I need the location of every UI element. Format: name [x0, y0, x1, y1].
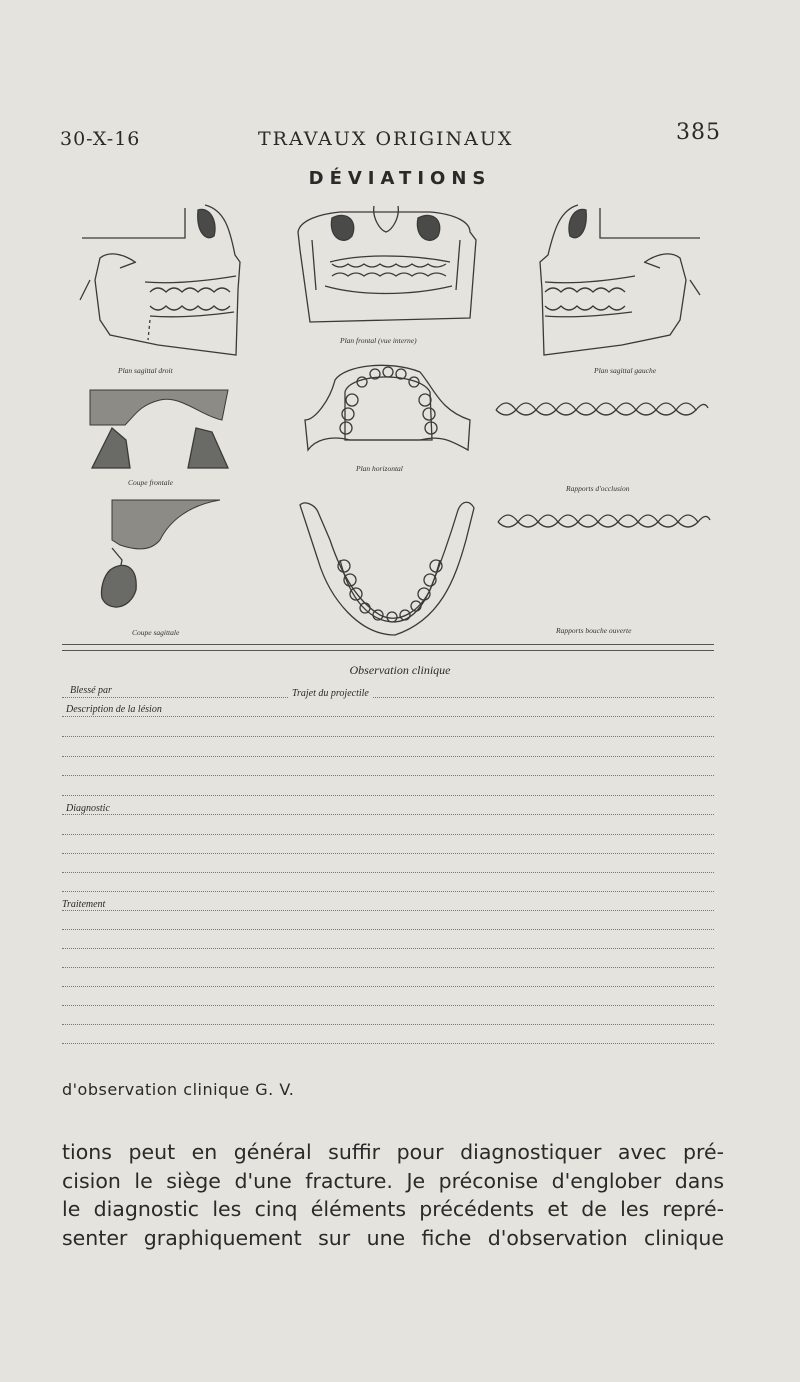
caption-horizontal: Plan horizontal: [356, 464, 403, 473]
form-line: [62, 1024, 714, 1025]
caption-rapports-occlusion: Rapports d'occlusion: [566, 484, 630, 493]
body-line: cision le siège d'une fracture. Je préconise d'englober dans: [62, 1168, 724, 1193]
coupe-sagittale-drawing: [101, 500, 220, 607]
label-diagnostic: Diagnostic: [66, 803, 114, 814]
form-line: [62, 853, 714, 854]
label-description: Description de la lésion: [66, 704, 166, 715]
body-line: tions peut en général suffir pour diagnostiquer avec pré-: [62, 1140, 724, 1164]
occlusion-drawing: [496, 403, 708, 415]
label-traitement: Traitement: [62, 899, 109, 910]
form-title: Observation clinique: [349, 663, 451, 677]
form-line: [62, 891, 714, 892]
form-line: [62, 929, 714, 930]
form-line: [62, 756, 714, 757]
label-trajet: Trajet du projectile: [288, 688, 373, 699]
body-line: senter graphiquement sur une fiche d'observation clinique: [62, 1225, 724, 1250]
frontal-drawing: [298, 206, 476, 322]
divider-top: [62, 644, 714, 645]
open-mouth-drawing: [498, 515, 710, 527]
form-line: [62, 697, 714, 698]
sagittal-right-drawing: [80, 205, 240, 355]
horizontal-drawing: [305, 365, 470, 450]
form-line: [62, 775, 714, 776]
form-line: [62, 948, 714, 949]
form-line: [62, 795, 714, 796]
figure-title: DÉVIATIONS: [308, 168, 492, 189]
caption-frontal: Plan frontal (vue interne): [340, 336, 417, 345]
caption-rapports-bouche: Rapports bouche ouverte: [556, 626, 632, 635]
divider-bottom: [62, 650, 714, 651]
caption-coupe-sagittale: Coupe sagittale: [132, 628, 180, 637]
form-line: [62, 716, 714, 717]
caption-sagittal-left: Plan sagittal gauche: [594, 366, 657, 375]
mandible-drawing: [300, 502, 474, 635]
page-number: 385: [676, 120, 721, 145]
body-line: le diagnostic les cinq éléments précédents et de les repré-: [62, 1197, 724, 1221]
figure-caption: d'observation clinique G. V.: [62, 1080, 295, 1099]
form-line: [62, 814, 714, 815]
header-date: 30-X-16: [60, 128, 141, 150]
form-line: [62, 1005, 714, 1006]
form-line: [62, 1043, 714, 1044]
dental-diagram-figure: [0, 0, 800, 660]
form-line: [62, 834, 714, 835]
label-blesse: Blessé par: [70, 685, 116, 696]
form-line: [62, 910, 714, 911]
caption-coupe-frontale: Coupe frontale: [128, 478, 173, 487]
form-line: [62, 986, 714, 987]
caption-sagittal-right: Plan sagittal droit: [118, 366, 173, 375]
coupe-frontale-drawing: [90, 390, 228, 468]
form-line: [62, 967, 714, 968]
form-line: [62, 872, 714, 873]
body-paragraph: [62, 1138, 724, 1252]
form-line: [62, 736, 714, 737]
header-title: TRAVAUX ORIGINAUX: [258, 128, 514, 150]
sagittal-left-drawing: [540, 205, 700, 355]
